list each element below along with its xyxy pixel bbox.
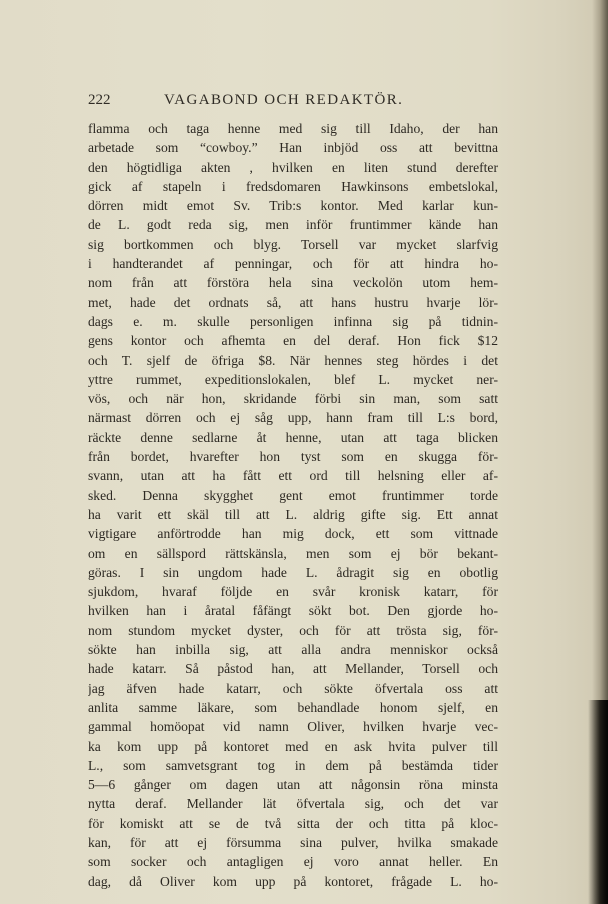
text-line: yttre rummet, expeditionslokalen, blef L. mycket ner- <box>88 371 498 387</box>
text-line: kan, för att ej försumma sina pulver, hvilka smakade <box>88 834 498 850</box>
text-line: jag äfven hade katarr, och sökte öfvertala oss att <box>88 680 498 696</box>
text-line: som socker och antagligen ej voro annat heller. En <box>88 854 498 870</box>
text-line: sig bortkommen och blyg. Torsell var mycket slarfvig <box>88 236 498 252</box>
text-line: räckte denne sedlarne åt henne, utan att taga blicken <box>88 429 498 445</box>
text-line: om en sällspord rättskänsla, men som ej bör bekant- <box>88 545 498 561</box>
text-line: från bordet, hvarefter hon tyst som en skugga för- <box>88 449 498 465</box>
body-text <box>88 119 498 891</box>
text-line: flamma och taga henne med sig till Idaho, der han <box>88 121 498 136</box>
text-line: nom från att förstöra hela sina veckolön utom hem- <box>88 275 498 291</box>
text-line: dag, då Oliver kom upp på kontoret, frågade L. ho- <box>88 873 498 889</box>
text-line: i handterandet af penningar, och för att hindra ho- <box>88 256 498 272</box>
text-line: de L. godt reda sig, men inför fruntimmer kände han <box>88 217 498 233</box>
text-line: anlita samme läkare, som behandlade honom sjelf, en <box>88 699 498 715</box>
text-line: sked. Denna skygghet gent emot fruntimmer torde <box>88 487 498 503</box>
page-number: 222 <box>88 92 111 108</box>
text-line: hvilken han i åratal fåfängt sökt bot. Den gjorde ho- <box>88 603 498 619</box>
page-header <box>88 92 500 112</box>
text-line: vös, och när hon, skridande förbi sin man, som satt <box>88 391 498 407</box>
text-line: sökte han inbilla sig, att alla andra menniskor också <box>88 642 498 658</box>
text-line: gick af stapeln i fredsdomaren Hawkinsons embetslokal, <box>88 178 498 194</box>
text-line: den högtidliga akten , hvilken en liten stund derefter <box>88 159 498 175</box>
text-line: met, hade det ordnats så, att hans hustru hvarje lör- <box>88 294 498 310</box>
text-line: sjukdom, hvaraf följde en svår kronisk katarr, för <box>88 584 498 600</box>
text-line: gammal homöopat vid namn Oliver, hvilken hvarje vec- <box>88 719 498 735</box>
text-line: ha varit ett skäl till att L. aldrig gifte sig. Ett annat <box>88 506 498 522</box>
text-line: svann, utan att ha fått ett ord till helsning eller af- <box>88 468 498 484</box>
text-line: för komiskt att se de två sitta der och titta på kloc- <box>88 815 498 831</box>
text-line: nytta deraf. Mellander lät öfvertala sig, och det var <box>88 796 498 812</box>
text-line: dags e. m. skulle personligen infinna sig på tidnin- <box>88 313 498 329</box>
running-title: VAGABOND OCH REDAKTÖR. <box>164 92 404 108</box>
text-line: arbetade som “cowboy.” Han inbjöd oss att bevittna <box>88 140 498 156</box>
text-line: nom stundom mycket dyster, och för att trösta sig, för- <box>88 622 498 638</box>
text-line: hade katarr. Så påstod han, att Mellander, Torsell och <box>88 661 498 677</box>
text-line: dörren midt emot Sv. Trib:s kontor. Med karlar kun- <box>88 198 498 214</box>
text-line: och T. sjelf de öfriga $8. När hennes steg hördes i det <box>88 352 498 368</box>
text-line: närmast dörren och ej såg upp, hann fram till L:s bord, <box>88 410 498 426</box>
text-line: vigtigare anförtrodde han mig dock, ett som vittnade <box>88 526 498 542</box>
page-edge-dark <box>588 700 608 904</box>
text-line: göras. I sin ungdom hade L. ådragit sig en obotlig <box>88 564 498 580</box>
text-line: ka kom upp på kontoret med en ask hvita pulver till <box>88 738 498 754</box>
text-line: gens kontor och afhemta en del deraf. Hon fick $12 <box>88 333 498 349</box>
text-line: L., som samvetsgrant tog in dem på bestämda tider <box>88 757 498 773</box>
text-line: 5—6 gånger om dagen utan att någonsin röna minsta <box>88 777 498 793</box>
